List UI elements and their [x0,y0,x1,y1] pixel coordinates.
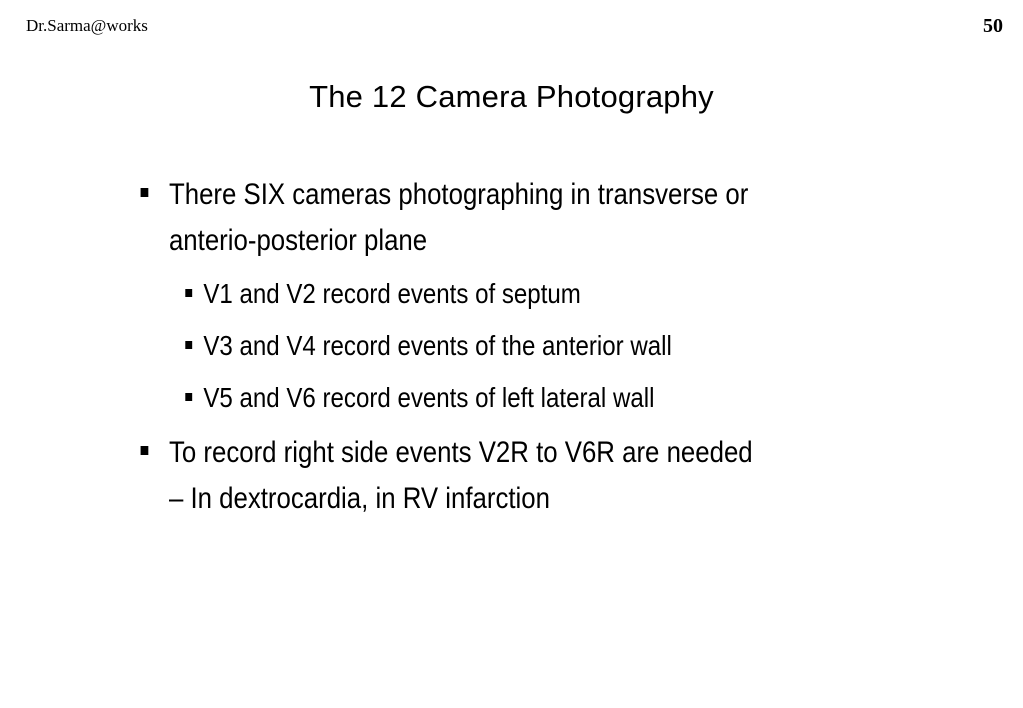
page-number: 50 [983,15,1003,37]
sub-bullet-item-v3-v4 [138,320,826,372]
square-bullet-icon [185,341,192,349]
square-bullet-icon [141,446,149,455]
square-bullet-icon [185,393,192,401]
bullet-text-line: anterio-posterior plane [168,224,428,257]
sub-bullet-text: V1 and V2 record events of septum [203,278,581,309]
bullet-text-line: There SIX cameras photographing in transverse or [168,178,749,211]
bullet-text-line: – In dextrocardia, in RV infarction [168,482,550,515]
square-bullet-icon [185,289,192,297]
sub-bullet-item-v1-v2 [138,268,826,320]
bullet-item-six-cameras [138,172,826,264]
sub-bullet-text: V3 and V4 record events of the anterior wall [203,330,672,361]
sub-bullet-item-v5-v6 [138,372,826,424]
bullet-list [138,172,938,522]
square-bullet-icon [141,188,149,197]
bullet-text-line: To record right side events V2R to V6R are needed [168,436,753,469]
bullet-item-right-side-events [138,430,826,522]
slide-title: The 12 Camera Photography [309,79,714,114]
sub-bullet-text: V5 and V6 record events of left lateral wall [203,382,655,413]
author-label: Dr.Sarma@works [26,16,148,35]
